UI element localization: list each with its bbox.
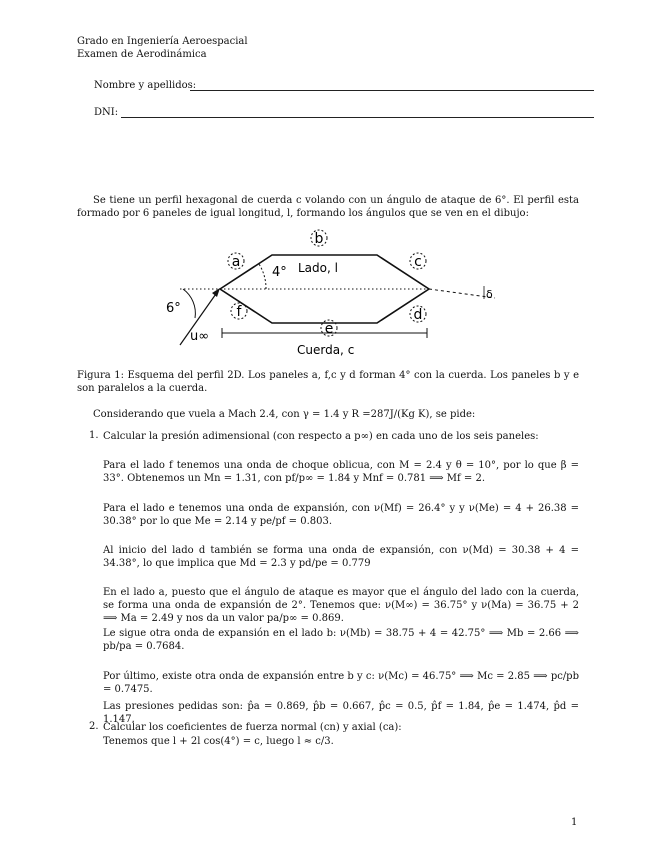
- q1-expansion-d-paragraph: Al inicio del lado d también se forma una onda de expansión, con ν(Md) = 30.38 + 4 = 34.38°, lo que implica que Md = 2.3 y pd/pe = 0.779: [103, 545, 579, 569]
- q1-expansion-b-paragraph: Le sigue otra onda de expansión en el lado b: ν(Mb) = 38.75 + 4 = 42.75° ⟹ Mb = 2.66 ⟹ pb/pa = 0.7684.: [103, 628, 579, 652]
- page-number: 1: [571, 817, 578, 828]
- dni-label: DNI:: [94, 107, 119, 118]
- panel-b-label: b: [314, 231, 324, 247]
- q1-number: 1.: [89, 430, 99, 441]
- side-length-label: Lado, l: [298, 261, 338, 275]
- q1-expansion-e-paragraph: Para el lado e tenemos una onda de expansión, con ν(Mf) = 26.4° y y ν(Me) = 4 + 26.38 = 30.38° por lo que Me = 2.14 y pe/pf = 0.803.: [103, 503, 579, 527]
- angle-6-arc: [183, 289, 195, 318]
- angle-6-label: 6°: [166, 301, 181, 316]
- freestream-label: u∞: [190, 329, 210, 344]
- angle-4-arc: [259, 264, 266, 289]
- panel-d-label: d: [413, 307, 423, 323]
- q1-shock-paragraph: Para el lado f tenemos una onda de choque oblicua, con M = 2.4 y θ = 10°, por lo que β = 33°. Obtenemos un Mn = 1.31, con pf/p∞ = 1.84 y Mnf = 0.781 ⟹ Mf = 2.: [103, 460, 579, 484]
- q1-expansion-c-paragraph: Por último, existe otra onda de expansión entre b y c: ν(Mc) = 46.75° ⟹ Mc = 2.85 ⟹ pc/pb = 0.7475.: [103, 671, 579, 695]
- q2-number: 2.: [89, 721, 99, 732]
- course-title: Grado en Ingeniería Aeroespacial: [77, 36, 248, 47]
- chord-label: Cuerda, c: [297, 343, 355, 357]
- problem-statement: Considerando que vuela a Mach 2.4, con γ = 1.4 y R =287J/(Kg K), se pide:: [93, 409, 476, 420]
- name-label: Nombre y apellidos:: [94, 80, 197, 91]
- panel-f-label: f: [236, 304, 242, 320]
- panel-c-label: c: [414, 254, 422, 270]
- angle-4-label: 4°: [272, 265, 287, 280]
- q2-title: Calcular los coeficientes de fuerza normal (cn) y axial (ca):: [103, 722, 402, 733]
- panel-a-label: a: [231, 254, 241, 270]
- delta-label: δ: [486, 288, 493, 301]
- q2-paragraph: Tenemos que l + 2l cos(4°) = c, luego l ≈ c/3.: [103, 736, 334, 747]
- q1-expansion-a-paragraph: En el lado a, puesto que el ángulo de ataque es mayor que el ángulo del lado con la cuerda, se forma una onda de expansión de 2°. Tenemos que: ν(M∞) = 36.75° y ν(Ma) = 36.75 + 2 ⟹ Ma = 2.49 y nos da un valor pa/p∞ = 0.869.: [103, 587, 579, 624]
- q1-title: Calcular la presión adimensional (con respecto a p∞) en cada uno de los seis paneles:: [103, 431, 539, 442]
- figure-caption: Figura 1: Esquema del perfil 2D. Los paneles a, f,c y d forman 4° con la cuerda. Los paneles b y e son paralelos a la cuerda.: [77, 370, 579, 394]
- panel-e-label: e: [324, 321, 334, 337]
- exam-title: Examen de Aerodinámica: [77, 49, 207, 60]
- intro-paragraph: Se tiene un perfil hexagonal de cuerda c volando con un ángulo de ataque de 6°. El perfil esta formado por 6 paneles de igual longitud, l, formando los ángulos que se ven en el dibujo:: [77, 195, 579, 219]
- q1-results-paragraph: Las presiones pedidas son: p̂a = 0.869, p̂b = 0.667, p̂c = 0.5, p̂f = 1.84, p̂e = 1.474, p̂d = 1.147.: [103, 701, 579, 725]
